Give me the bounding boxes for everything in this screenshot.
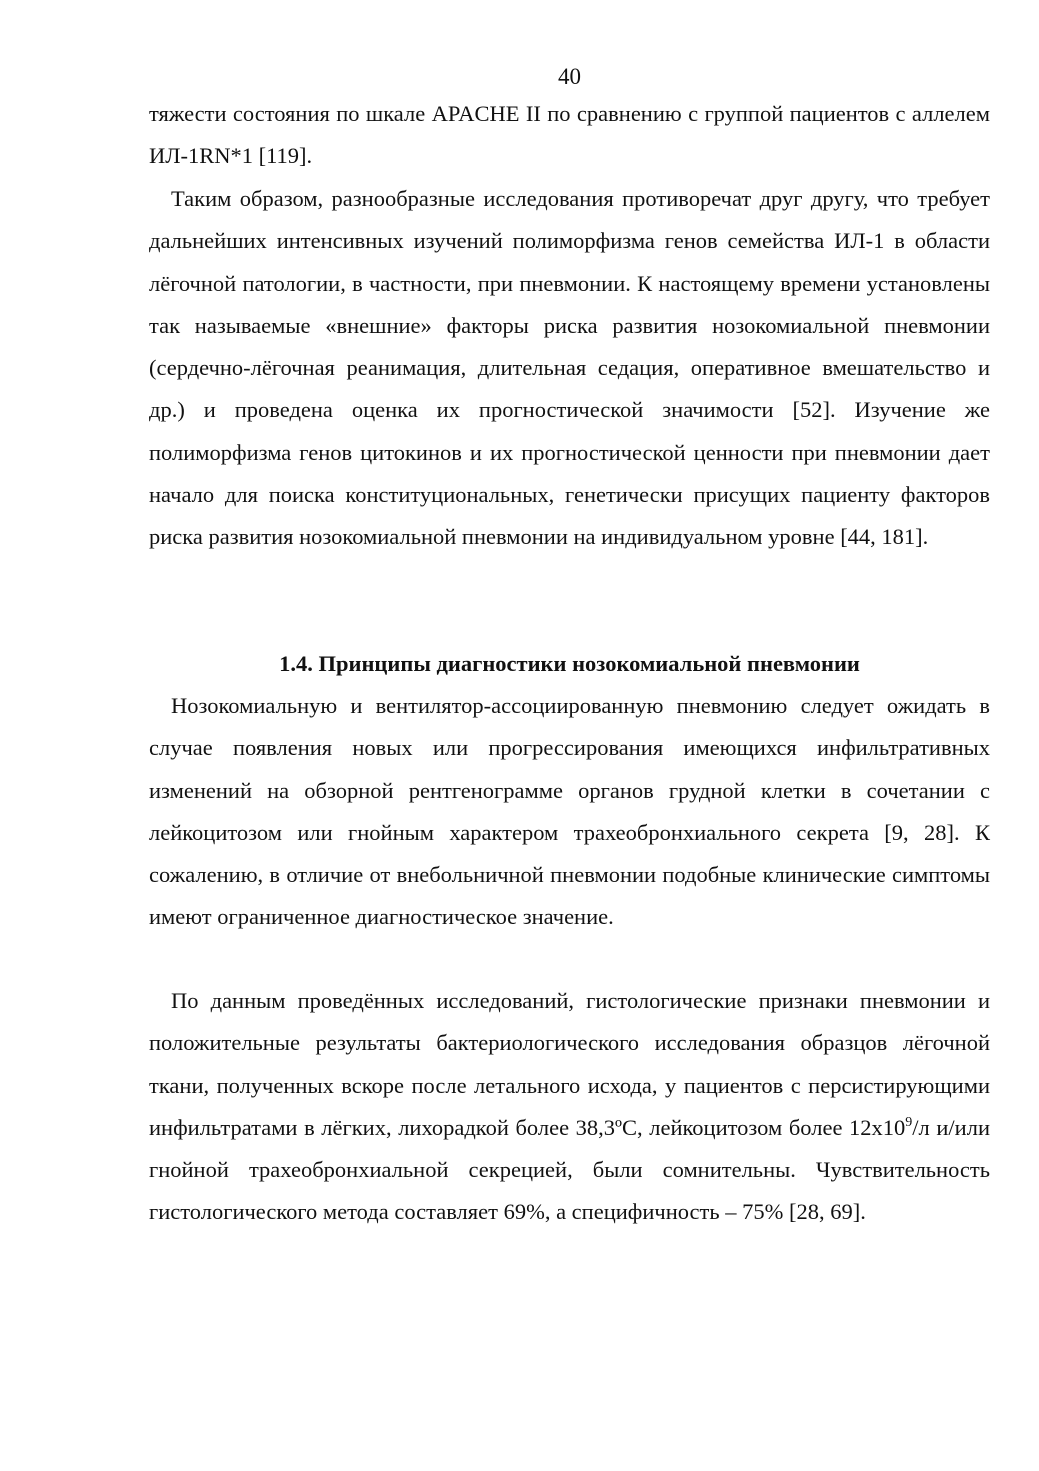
exponent: 9 xyxy=(905,1114,913,1130)
paragraph-text-part: /л и/или гнойной трахеобронхиальной секрецией, были сомнительны. Чувствительность гистологического метода составляет 69%, а специфичность – 75% [28, 69]. xyxy=(149,1114,990,1225)
paragraph-diagnosis xyxy=(149,685,990,939)
section-heading: 1.4. Принципы диагностики нозокомиальной пневмонии xyxy=(279,651,860,676)
page-number: 40 xyxy=(558,64,581,89)
paragraph-text: Нозокомиальную и вентилятор-ассоциированную пневмонию следует ожидать в случае появления новых или прогрессирования имеющихся инфильтративных изменений на обзорной рентгенограмме органов грудной клетки в сочетании с лейкоцитозом или гнойным характером трахеобронхиального секрета [9, 28]. К сожалению, в отличие от внебольничной пневмонии подобные клинические симптомы имеют ограниченное диагностическое значение. xyxy=(149,693,990,930)
paragraph-text-part: По данным проведённых исследований, гистологические признаки пневмонии и положительные результаты бактериологического исследования образцов лёгочной ткани, полученных вскоре после летального исхода, у пациентов с персистирующими инфильтратами в лёгких, лихорадкой более 38,3ºС, лейкоцитозом более 12х10 xyxy=(149,988,990,1140)
paragraph-conclusion xyxy=(149,178,990,559)
paragraph-histology xyxy=(149,980,990,1234)
paragraph-text: Таким образом, разнообразные исследования противоречат друг другу, что требует дальнейших интенсивных изучений полиморфизма генов семейства ИЛ-1 в области лёгочной патологии, в частности, при пневмонии. К настоящему времени установлены так называемые «внешние» факторы риска развития нозокомиальной пневмонии (сердечно-лёгочная реанимация, длительная седация, оперативное вмешательство и др.) и проведена оценка их прогностической значимости [52]. Изучение же полиморфизма генов цитокинов и их прогностической ценности при пневмонии дает начало для поиска конституциональных, генетически присущих пациенту факторов риска развития нозокомиальной пневмонии на индивидуальном уровне [44, 181]. xyxy=(149,186,990,550)
paragraph-text: тяжести состояния по шкале APACHE II по сравнению с группой пациентов с аллелем ИЛ-1RN*1 [119]. xyxy=(149,101,990,169)
paragraph-text xyxy=(149,980,990,1234)
paragraph-continuation xyxy=(149,93,990,178)
